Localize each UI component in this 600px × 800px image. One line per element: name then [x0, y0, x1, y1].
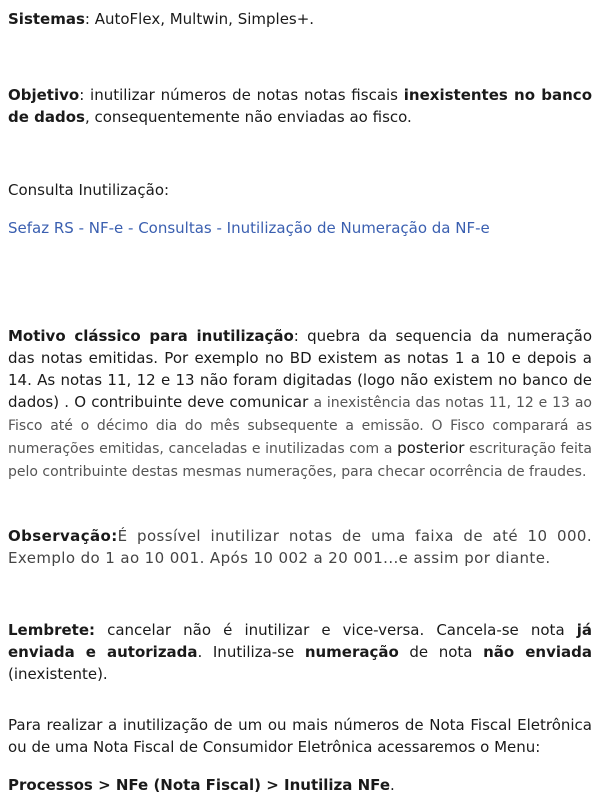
observacao-paragraph: Observação:É possível inutilizar notas de uma faixa de até 10 000. Exemplo do 1 ao 10 001. Após 10 002 a 20 001...e assim por diante.	[8, 527, 592, 567]
menu-path: Processos > NFe (Nota Fiscal) > Inutiliza NFe	[8, 776, 390, 794]
menu-path-paragraph: Processos > NFe (Nota Fiscal) > Inutiliza NFe.	[8, 776, 395, 794]
instrucao-paragraph: Para realizar a inutilização de um ou mais números de Nota Fiscal Eletrônica ou de uma Nota Fiscal de Consumidor Eletrônica acessaremos o Menu:	[8, 716, 592, 756]
sistemas-paragraph	[8, 8, 592, 30]
consulta-heading: Consulta Inutilização:	[8, 181, 170, 199]
objetivo-paragraph: Objetivo: inutilizar números de notas notas fiscais inexistentes no banco de dados, consequentemente não enviadas ao fisco.	[8, 86, 592, 126]
objetivo-label: Objetivo	[8, 86, 80, 104]
sistemas-text: : AutoFlex, Multwin, Simples+.	[84, 10, 315, 28]
motivo-label: Motivo clássico para inutilização	[8, 327, 294, 345]
lembrete-label: Lembrete:	[8, 621, 96, 639]
observacao-label: Observação:	[8, 527, 118, 545]
lembrete-paragraph: Lembrete: cancelar não é inutilizar e vice-versa. Cancela-se nota já enviada e autorizada. Inutiliza-se numeração de nota não enviada (inexistente).	[8, 621, 592, 683]
sistemas-label: Sistemas	[8, 10, 85, 28]
sefaz-consulta-link[interactable]: Sefaz RS - NF-e - Consultas - Inutilização de Numeração da NF-e	[8, 219, 490, 237]
motivo-paragraph: Motivo clássico para inutilização: quebra da sequencia da numeração das notas emitidas. Por exemplo no BD existem as notas 1 a 10 e depois a 14. As notas 11, 12 e 13 não foram digitadas (logo não existem no banco de dados) . O contribuinte deve comunicar a inexistência das notas 11, 12 e 13 ao Fisco até o décimo dia do mês subsequente a emissão. O Fisco comparará as numerações emitidas, canceladas e inutilizadas com a posterior escrituração feita pelo contribuinte destas mesmas numerações, para checar ocorrência de fraudes.	[8, 327, 592, 480]
